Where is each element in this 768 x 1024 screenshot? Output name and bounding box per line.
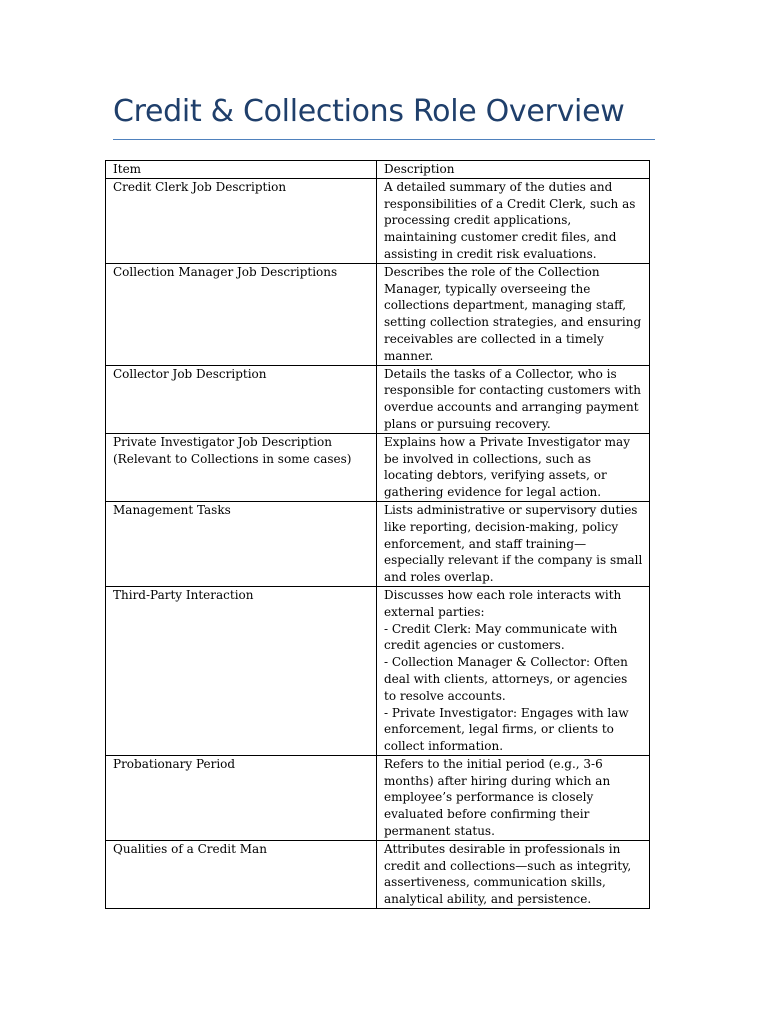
item-cell: Third-Party Interaction	[106, 586, 377, 755]
table-row	[106, 755, 650, 840]
description-line: - Private Investigator: Engages with law enforcement, legal firms, or clients to collect information.	[384, 705, 629, 754]
document-title: Credit & Collections Role Overview	[113, 94, 625, 129]
item-cell: Qualities of a Credit Man	[106, 840, 377, 908]
roles-table	[105, 160, 650, 909]
table-header-row	[106, 161, 650, 179]
table-row	[106, 178, 650, 263]
description-line: - Credit Clerk: May communicate with credit agencies or customers.	[384, 621, 618, 653]
table-row	[106, 365, 650, 433]
item-cell: Collector Job Description	[106, 365, 377, 433]
description-cell	[377, 586, 650, 755]
item-cell: Private Investigator Job Description (Relevant to Collections in some cases)	[106, 433, 377, 501]
item-cell: Management Tasks	[106, 501, 377, 586]
column-header-item: Item	[106, 161, 377, 179]
description-cell: Attributes desirable in professionals in credit and collections—such as integrity, assertiveness, communication skills, analytical ability, and persistence.	[377, 840, 650, 908]
description-line: - Collection Manager & Collector: Often deal with clients, attorneys, or agencies to resolve accounts.	[384, 655, 628, 703]
table-row	[106, 263, 650, 365]
item-cell: Collection Manager Job Descriptions	[106, 263, 377, 365]
title-underline	[113, 139, 655, 140]
description-cell: Lists administrative or supervisory duties like reporting, decision-making, policy enforcement, and staff training—especially relevant if the company is small and roles overlap.	[377, 501, 650, 586]
table-row	[106, 586, 650, 755]
item-cell: Credit Clerk Job Description	[106, 178, 377, 263]
description-cell: Details the tasks of a Collector, who is responsible for contacting customers with overdue accounts and arranging payment plans or pursuing recovery.	[377, 365, 650, 433]
description-cell: Refers to the initial period (e.g., 3-6 months) after hiring during which an employee’s performance is closely evaluated before confirming their permanent status.	[377, 755, 650, 840]
item-cell: Probationary Period	[106, 755, 377, 840]
description-cell: Explains how a Private Investigator may be involved in collections, such as locating debtors, verifying assets, or gathering evidence for legal action.	[377, 433, 650, 501]
description-line: Discusses how each role interacts with external parties:	[384, 587, 622, 619]
description-cell: A detailed summary of the duties and responsibilities of a Credit Clerk, such as processing credit applications, maintaining customer credit files, and assisting in credit risk evaluations.	[377, 178, 650, 263]
table-row	[106, 840, 650, 908]
table-row	[106, 433, 650, 501]
description-cell: Describes the role of the Collection Manager, typically overseeing the collections department, managing staff, setting collection strategies, and ensuring receivables are collected in a timely manner.	[377, 263, 650, 365]
table-row	[106, 501, 650, 586]
column-header-description: Description	[377, 161, 650, 179]
